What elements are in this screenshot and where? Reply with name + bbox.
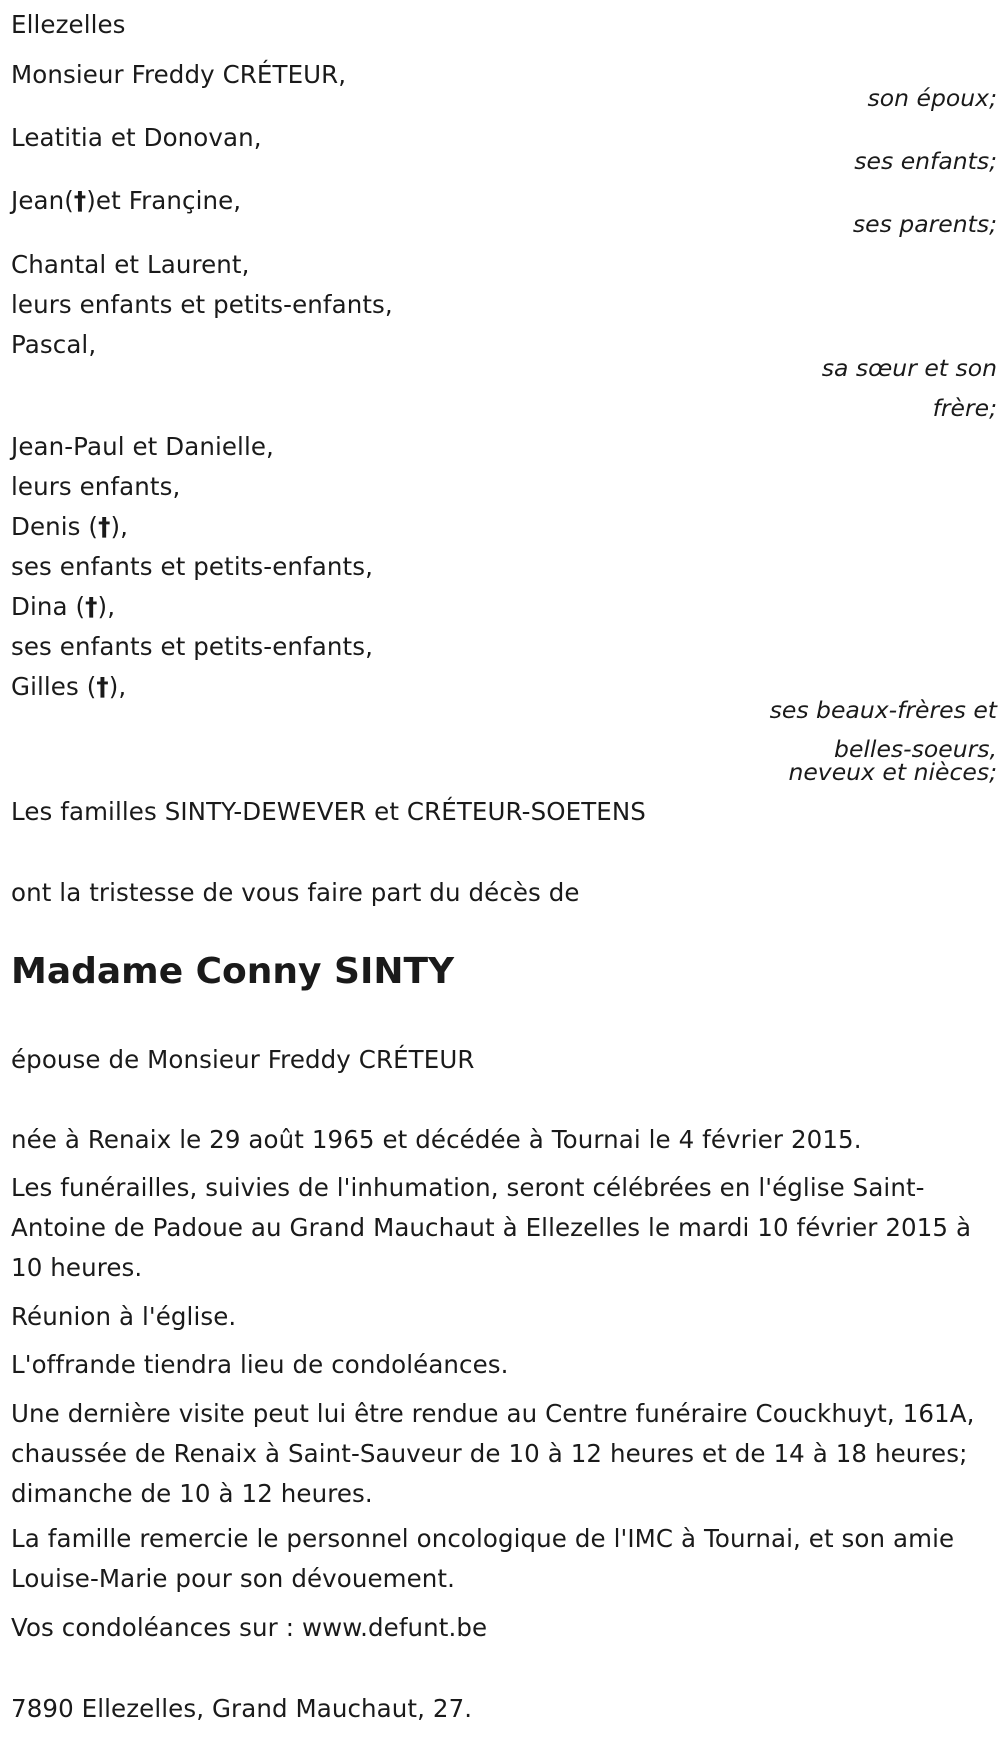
children-name: Leatitia et Donovan, — [11, 123, 262, 152]
location: Ellezelles — [11, 10, 126, 39]
cross-icon: † — [98, 512, 111, 541]
offering: L'offrande tiendra lieu de condoléances. — [11, 1350, 509, 1379]
parents-name: Jean(†)et Françine, — [11, 186, 242, 215]
inlaws-denis: Denis (†), — [11, 512, 128, 541]
siblings-role-line2: frère; — [932, 394, 997, 422]
spouse-of: épouse de Monsieur Freddy CRÉTEUR — [11, 1045, 475, 1074]
inlaws-role-line1: ses beaux-frères et — [769, 696, 997, 724]
condolences-link[interactable]: Vos condoléances sur : www.defunt.be — [11, 1613, 488, 1642]
deceased-name: Madame Conny SINTY — [11, 951, 455, 992]
funeral-details: Les funérailles, suivies de l'inhumation, seront célébrées en l'église Saint-Antoine de Padoue au Grand Mauchaut à Ellezelles le mardi 10 février 2015 à 10 heures. — [11, 1173, 972, 1282]
inlaws-line: ses enfants et petits-enfants, — [11, 552, 373, 581]
cross-icon: † — [85, 592, 98, 621]
parents-role: ses parents; — [852, 210, 997, 238]
siblings-role-line1: sa sœur et son — [821, 354, 997, 382]
inlaws-gilles: Gilles (†), — [11, 672, 127, 701]
families: Les familles SINTY-DEWEVER et CRÉTEUR-SOETENS — [11, 797, 646, 826]
announcement: ont la tristesse de vous faire part du décès de — [11, 878, 580, 907]
spouse-name: Monsieur Freddy CRÉTEUR, — [11, 60, 347, 89]
inlaws-role-line2: belles-soeurs, — [834, 735, 997, 763]
inlaws-line: ses enfants et petits-enfants, — [11, 632, 373, 661]
brother-name: Pascal, — [11, 330, 97, 359]
inlaws-dina: Dina (†), — [11, 592, 116, 621]
cross-icon: † — [73, 186, 87, 215]
thanks: La famille remercie le personnel oncologique de l'IMC à Tournai, et son amie Louise-Marie pour son dévouement. — [11, 1524, 955, 1593]
inlaws-line: leurs enfants, — [11, 472, 181, 501]
inlaws-role-line3: neveux et nièces; — [788, 758, 997, 786]
inlaws-line: Jean-Paul et Danielle, — [11, 432, 274, 461]
spouse-role: son époux; — [867, 84, 997, 112]
cross-icon: † — [96, 672, 109, 701]
birth-death: née à Renaix le 29 août 1965 et décédée à Tournai le 4 février 2015. — [11, 1125, 862, 1154]
meeting: Réunion à l'église. — [11, 1302, 237, 1331]
sister-line: Chantal et Laurent, — [11, 250, 250, 279]
sister-line: leurs enfants et petits-enfants, — [11, 290, 393, 319]
address: 7890 Ellezelles, Grand Mauchaut, 27. — [11, 1694, 473, 1723]
children-role: ses enfants; — [854, 147, 997, 175]
visit-details: Une dernière visite peut lui être rendue au Centre funéraire Couckhuyt, 161A, chaussée de Renaix à Saint-Sauveur de 10 à 12 heures et de 14 à 18 heures; dimanche de 10 à 12 heures. — [11, 1399, 975, 1508]
